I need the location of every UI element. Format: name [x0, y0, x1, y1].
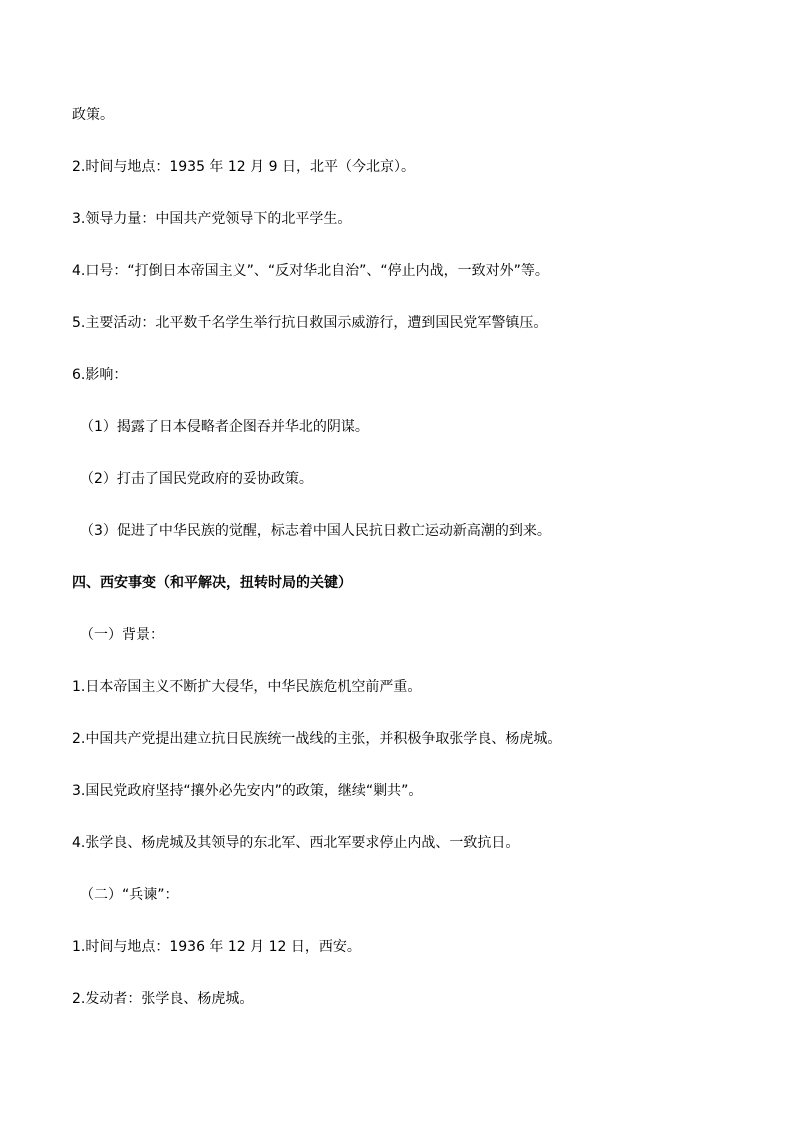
- text-line-impact-heading: 6.影响：: [72, 367, 128, 383]
- text-line-bingjian-time-place: 1.时间与地点：1936 年 12 月 12 日，西安。: [72, 939, 361, 955]
- text-line-background-1: 1.日本帝国主义不断扩大侵华，中华民族危机空前严重。: [72, 679, 422, 695]
- text-line-impact-3: （3）促进了中华民族的觉醒，标志着中国人民抗日救亡运动新高潮的到来。: [80, 523, 551, 539]
- text-line-background-4: 4.张学良、杨虎城及其领导的东北军、西北军要求停止内战、一致抗日。: [72, 835, 520, 851]
- text-line-policy-end: 政策。: [72, 107, 114, 123]
- text-line-background-2: 2.中国共产党提出建立抗日民族统一战线的主张，并积极争取张学良、杨虎城。: [72, 731, 562, 747]
- text-line-background-3: 3.国民党政府坚持“攘外必先安内”的政策，继续“剿共”。: [72, 783, 423, 799]
- subheading-bingjian: （二）“兵谏”：: [80, 887, 179, 903]
- text-line-main-activity: 5.主要活动：北平数千名学生举行抗日救国示威游行，遭到国民党军警镇压。: [72, 315, 548, 331]
- text-line-slogans: 4.口号：“打倒日本帝国主义”、“反对华北自治”、“停止内战，一致对外”等。: [72, 263, 549, 279]
- section-heading-xian-incident: 四、西安事变（和平解决，扭转时局的关键）: [72, 575, 352, 591]
- text-line-leadership: 3.领导力量：中国共产党领导下的北平学生。: [72, 211, 352, 227]
- text-line-time-place: 2.时间与地点：1935 年 12 月 9 日，北平（今北京）。: [72, 159, 415, 175]
- text-line-impact-2: （2）打击了国民党政府的妥协政策。: [80, 471, 313, 487]
- text-line-bingjian-initiators: 2.发动者：张学良、杨虎城。: [72, 991, 254, 1007]
- subheading-background: （一）背景：: [80, 627, 164, 643]
- text-line-impact-1: （1）揭露了日本侵略者企图吞并华北的阴谋。: [80, 419, 369, 435]
